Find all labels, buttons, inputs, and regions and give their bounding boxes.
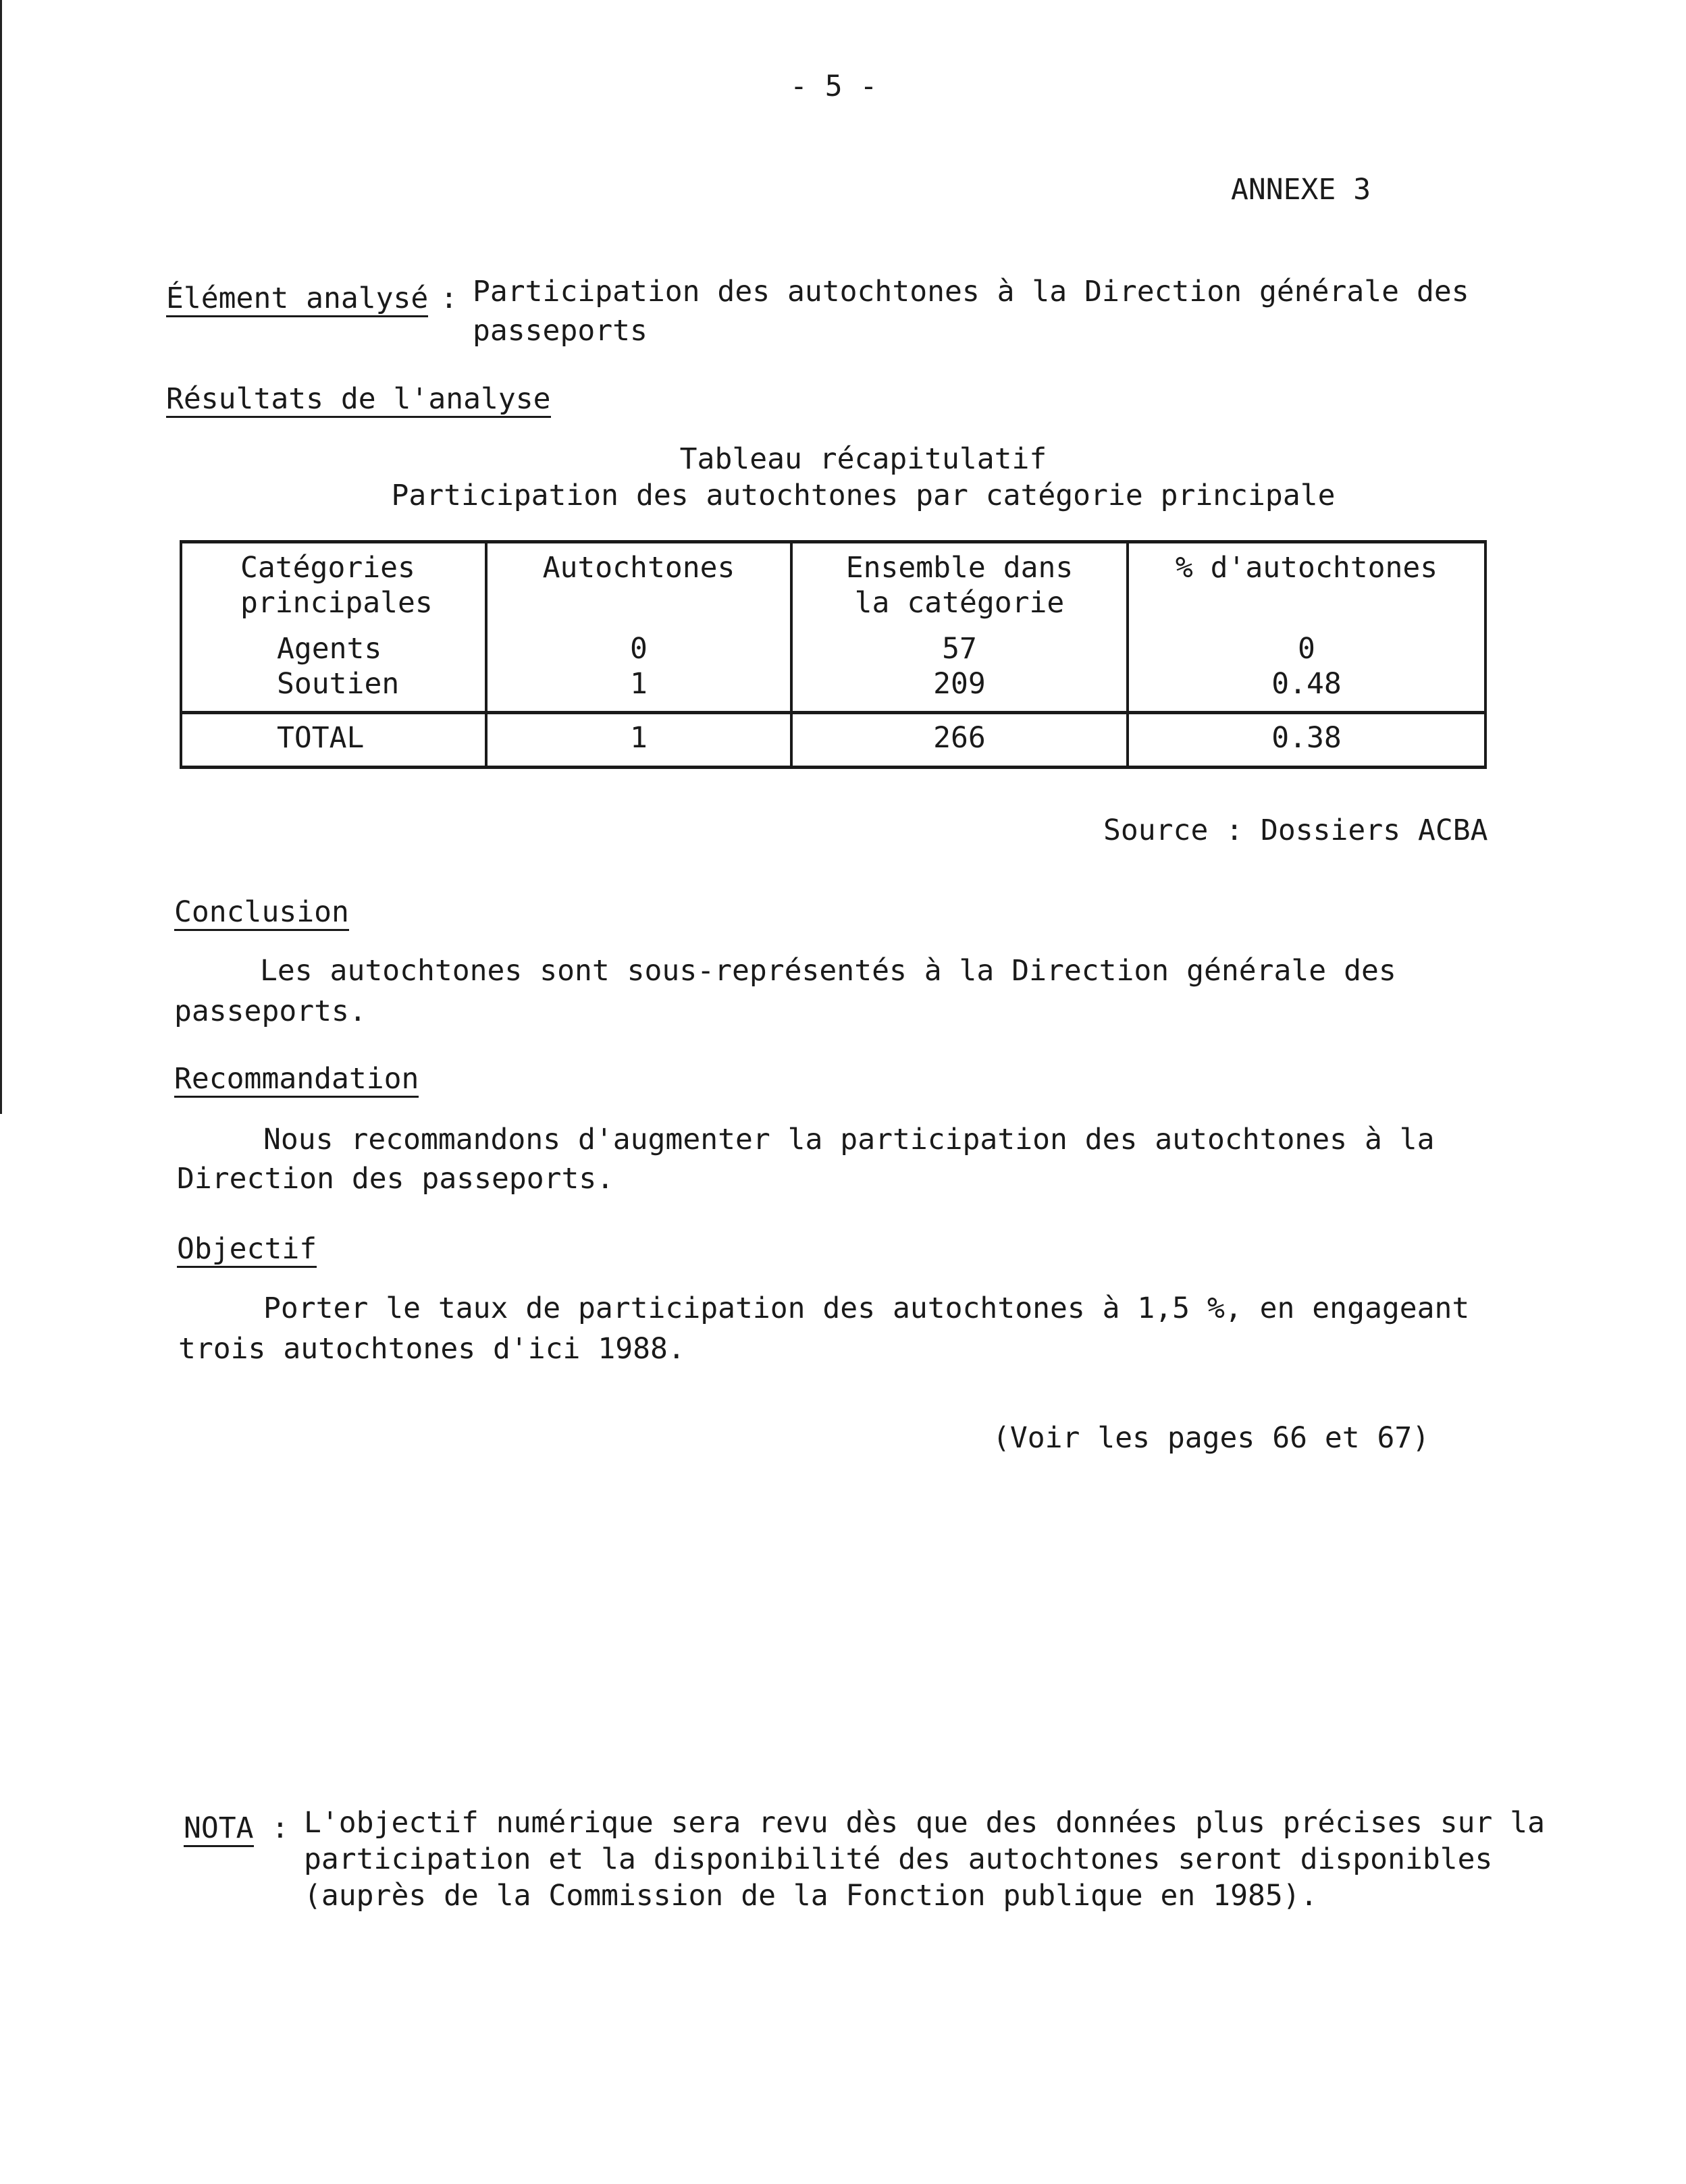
table-subtitle: Participation des autochtones par catégorie principale [391,479,1336,512]
table-row-agents [181,631,1485,666]
element-analysed-heading: Élément analysé [166,282,428,317]
objective-heading-wrap [177,1230,317,1268]
conclusion-heading-wrap [174,893,349,931]
table-row-soutien [181,666,1485,713]
header-categories: Catégories principales [181,542,486,632]
table-source: Source : Dossiers ACBA [1103,814,1488,847]
nota-line1: L'objectif numérique sera revu dès que des données plus précises sur la [304,1806,1546,1840]
nota-line2: participation et la disponibilité des autochtones seront disponibles [304,1842,1493,1876]
results-heading-wrap [166,380,551,418]
cell-total-autochtones: 1 [486,713,791,768]
recommendation-line2: Direction des passeports. [177,1162,614,1196]
recommendation-line1: Nous recommandons d'augmenter la participation des autochtones à la [263,1123,1435,1156]
element-analysed-line2: passeports [473,314,648,348]
nota-label-wrap [184,1809,254,1847]
nota-label: NOTA [184,1811,254,1847]
conclusion-heading: Conclusion [174,895,349,931]
recommendation-heading-wrap [174,1060,419,1098]
cell-autochtones: 0 [486,631,791,666]
cell-total-percent: 0.38 [1128,713,1485,768]
see-pages-reference: (Voir les pages 66 et 67) [993,1421,1430,1455]
page-number: - 5 - [790,70,878,103]
cell-category: Agents [181,631,486,666]
table-header-row [181,542,1485,632]
table-total-row [181,713,1485,768]
header-autochtones: Autochtones [486,542,791,632]
objective-heading: Objectif [177,1232,317,1268]
cell-percent: 0.48 [1128,666,1485,713]
objective-line1: Porter le taux de participation des autochtones à 1,5 %, en engageant [263,1291,1470,1325]
header-percent-autochtones: % d'autochtones [1128,542,1485,632]
objective-line2: trois autochtones d'ici 1988. [178,1332,685,1366]
annex-label: ANNEXE 3 [1231,173,1371,207]
cell-autochtones: 1 [486,666,791,713]
element-analysed-line1: Participation des autochtones à la Direction générale des [473,275,1469,309]
element-analysed-label [166,279,428,317]
cell-category: Soutien [181,666,486,713]
element-separator: : [440,282,458,315]
conclusion-line1: Les autochtones sont sous-représentés à la Direction générale des [260,954,1396,988]
nota-separator: : [271,1811,289,1845]
conclusion-line2: passeports. [174,994,367,1028]
recommendation-heading: Recommandation [174,1062,419,1098]
table-title: Tableau récapitulatif [679,442,1047,476]
header-total-in-category: Ensemble dans la catégorie [791,542,1128,632]
nota-line3: (auprès de la Commission de la Fonction publique en 1985). [304,1879,1318,1913]
cell-total-ensemble: 266 [791,713,1128,768]
summary-table [180,540,1487,769]
cell-total-label: TOTAL [181,713,486,768]
cell-total: 57 [791,631,1128,666]
cell-total: 209 [791,666,1128,713]
cell-percent: 0 [1128,631,1485,666]
left-margin-rule [0,0,2,1114]
results-heading: Résultats de l'analyse [166,382,551,418]
